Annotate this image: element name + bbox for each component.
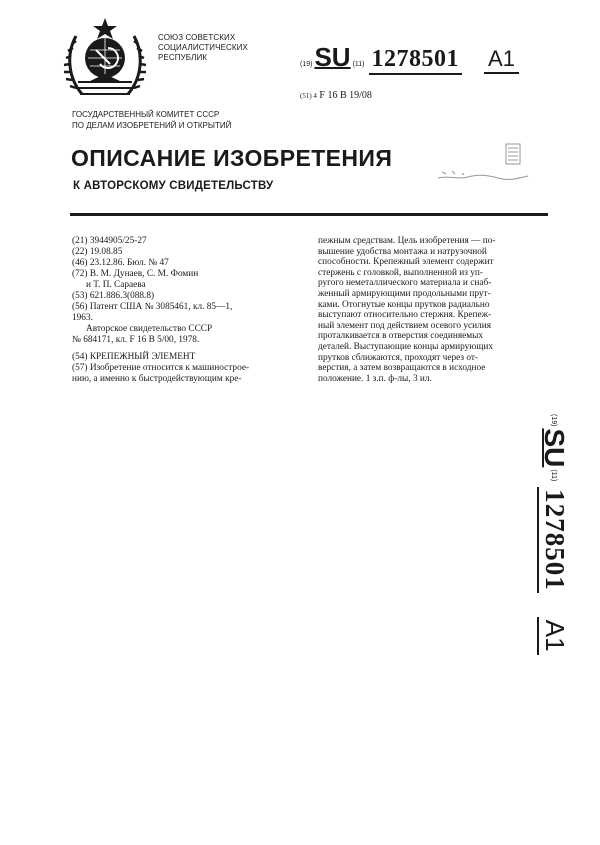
ipc-class: F 16 B 19/08 xyxy=(319,90,372,101)
invention-title: (54) КРЕПЕЖНЫЙ ЭЛЕМЕНТ xyxy=(72,352,196,362)
committee-line: ПО ДЕЛАМ ИЗОБРЕТЕНИЙ И ОТКРЫТИЙ xyxy=(72,121,232,130)
abstract-column xyxy=(318,236,540,384)
abstract-line: пежным средствам. Цель изобретения — по- xyxy=(318,236,496,246)
v-document-kind: A1 xyxy=(538,617,571,655)
org-line: РЕСПУБЛИК xyxy=(158,53,208,62)
bibliographic-column xyxy=(72,236,294,385)
abstract-line: способности. Крепежный элемент содержит xyxy=(318,257,494,268)
abstract-line: (57) Изобретение относится к машинострое- xyxy=(72,363,250,373)
inid-code-11: (11) xyxy=(352,61,365,68)
biblio-line: (22) 19.08.85 xyxy=(72,247,123,257)
abstract-line: ругого неметаллического материала и снаб- xyxy=(318,278,492,289)
v-inid-code-11: (11) xyxy=(550,469,558,482)
abstract-line: ками. Отогнутые концы прутков радиально xyxy=(318,299,490,310)
biblio-line: (53) 621.886.3(088.8) xyxy=(72,291,155,301)
abstract-line: нию, а именно к быстродействующим кре- xyxy=(72,374,242,384)
ipc-code: (51) 4 xyxy=(300,92,317,100)
country-union-name xyxy=(158,33,248,63)
v-inid-code-19: (19) xyxy=(550,414,558,427)
v-patent-number: 1278501 xyxy=(538,487,571,593)
patent-number-header xyxy=(298,42,519,75)
abstract-line: выступают относительно стержня. Крепеж- xyxy=(318,310,492,321)
abstract-line: женный армирующими продольными прут- xyxy=(318,288,491,299)
ussr-emblem-icon xyxy=(62,16,148,102)
header-divider xyxy=(70,213,548,216)
v-country-code: SU xyxy=(539,428,570,468)
library-stamp-icon xyxy=(428,138,538,186)
abstract-line: вышение удобства монтажа и натрузочной xyxy=(318,246,487,257)
document-subtitle: К АВТОРСКОМУ СВИДЕТЕЛЬСТВУ xyxy=(73,180,274,192)
abstract-line: прутков сближаются, проходят через от- xyxy=(318,352,479,363)
document-kind: A1 xyxy=(484,46,519,74)
org-line: СОЦИАЛИСТИЧЕСКИХ xyxy=(158,43,248,52)
biblio-line: (72) В. М. Дунаев, С. М. Фомин xyxy=(72,269,199,279)
inid-code-19: (19) xyxy=(300,61,313,68)
vertical-patent-mark xyxy=(530,412,578,680)
biblio-line: и Т. П. Сараева xyxy=(86,280,146,290)
biblio-line: 1963. xyxy=(72,313,93,323)
patent-number: 1278501 xyxy=(369,46,463,75)
biblio-line: (21) 3944905/25-27 xyxy=(72,236,147,246)
biblio-line: № 684171, кл. F 16 B 5/00, 1978. xyxy=(72,335,200,345)
biblio-line: (56) Патент США № 3085461, кл. 85—1, xyxy=(72,302,233,312)
ipc-classification xyxy=(300,90,372,101)
abstract-line: стержень с головкой, выполненной из уп- xyxy=(318,267,483,278)
document-title: ОПИСАНИЕ ИЗОБРЕТЕНИЯ xyxy=(71,145,393,171)
abstract-line: проталкивается в отверстия соединяемых xyxy=(318,331,484,342)
org-line: СОЮЗ СОВЕТСКИХ xyxy=(158,33,236,42)
country-code: SU xyxy=(314,42,351,72)
biblio-line: (46) 23.12.86. Бюл. № 47 xyxy=(72,258,169,268)
abstract-line: ный элемент под действием осевого усилия xyxy=(318,320,492,331)
abstract-line: положение. 1 з.п. ф-лы, 3 ил. xyxy=(318,373,432,384)
state-committee xyxy=(72,109,231,131)
biblio-line: Авторское свидетельство СССР xyxy=(86,324,213,334)
committee-line: ГОСУДАРСТВЕННЫЙ КОМИТЕТ СССР xyxy=(72,110,220,119)
abstract-line: деталей. Выступающие концы армирующих xyxy=(318,341,494,352)
abstract-line: верстия, а затем возвращаются в исходное xyxy=(318,363,486,374)
